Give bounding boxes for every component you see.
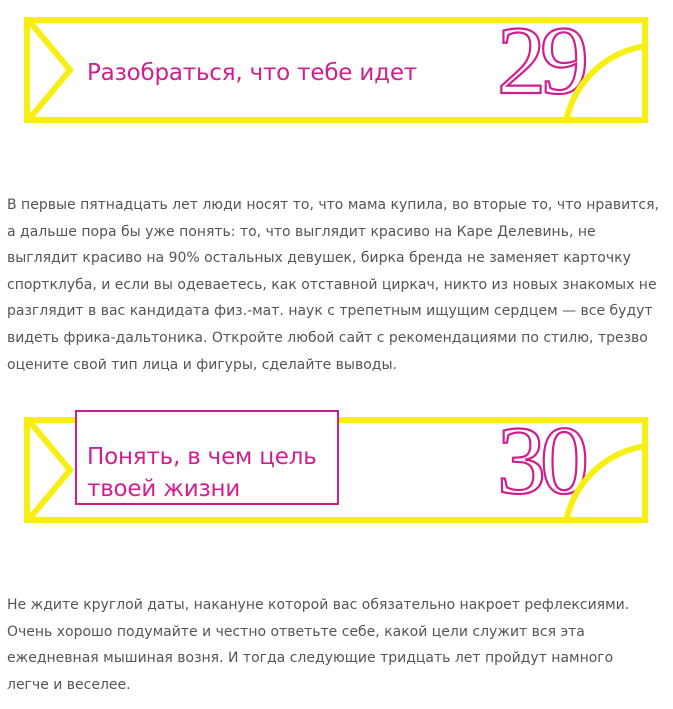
section-29-paragraph [7, 192, 667, 378]
section-30-paragraph [7, 592, 667, 698]
paragraph-line: Очень хорошо подумайте и честно ответьте себе, какой цели служит вся эта [7, 623, 585, 640]
section-number-29: 29 [497, 7, 583, 115]
section-number-30: 30 [497, 407, 583, 515]
paragraph-line: видеть фрика-дальтоника. Откройте любой сайт с рекомендациями по стилю, трезво [7, 329, 648, 346]
paragraph-line: В первые пятнадцать лет люди носят то, что мама купила, во вторые то, что нравится, [7, 197, 659, 213]
section-heading-line: твоей жизни [87, 476, 241, 502]
paragraph-line: а дальше пора бы уже понять: то, что выглядит красиво на Каре Делевинь, не [7, 223, 596, 240]
section-heading-29: Разобраться, что тебе идет [87, 60, 417, 86]
paragraph-line: спортклуба, и если вы одеваетесь, как отставной циркач, никто из новых знакомых не [7, 276, 657, 293]
section-30-banner [0, 400, 673, 540]
section-heading-line: Понять, в чем цель [87, 444, 317, 470]
paragraph-line: оцените свой тип лица и фигуры, сделайте выводы. [7, 356, 397, 373]
paragraph-line: выглядит красиво на 90% остальных девушек, бирка бренда не заменяет карточку [7, 250, 631, 267]
paragraph-line: разглядит в вас кандидата физ.-мат. наук с трепетным ищущим сердцем — все будут [7, 303, 653, 320]
paragraph-line: Не ждите круглой даты, накануне которой вас обязательно накроет рефлексиями. [7, 597, 630, 613]
section-heading-30 [87, 441, 317, 505]
paragraph-line: легче и веселее. [7, 676, 131, 693]
paragraph-line: ежедневная мышиная возня. И тогда следующие тридцать лет пройдут намного [7, 650, 614, 667]
section-29-banner [0, 0, 673, 160]
